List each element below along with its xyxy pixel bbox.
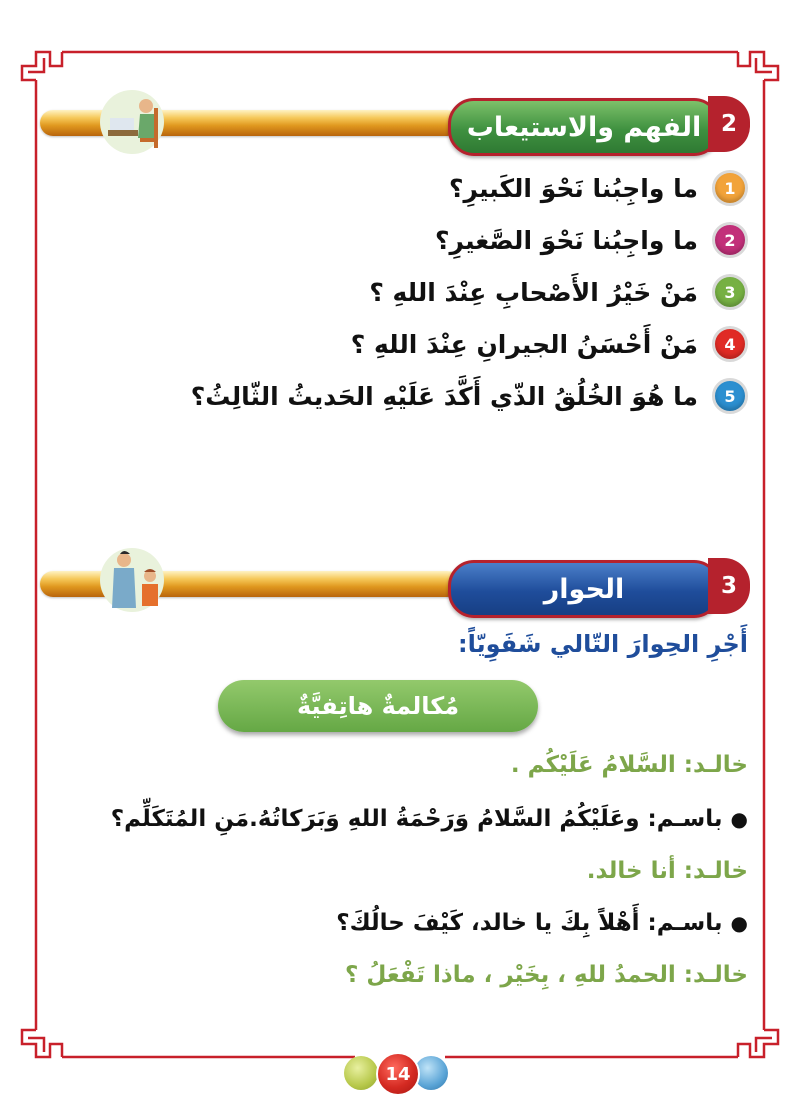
question-number-badge: 1 (712, 170, 748, 206)
dialogue-line-khaled (345, 962, 748, 988)
page-number: 14 (376, 1052, 420, 1096)
section3-title-pill (448, 560, 720, 618)
mother-and-boy-illustration (96, 546, 168, 614)
section3-title: الحوار (543, 573, 625, 605)
question-row (369, 270, 748, 314)
section2-number: 2 (708, 96, 750, 152)
dialogue-line-khaled (587, 858, 748, 884)
question-text: مَنْ أَحْسَنُ الجيرانِ عِنْدَ اللهِ ؟ (350, 329, 698, 359)
question-row (449, 166, 748, 210)
dialogue-instruction: أَجْرِ الحِوارَ التّالي شَفَوِيّاً: (457, 630, 748, 658)
question-row (351, 322, 748, 366)
dialogue-line-khaled (511, 752, 748, 778)
dialogue-text: أَهْلاً بِكَ يا خالد، كَيْفَ حالُكَ؟ (336, 910, 640, 936)
question-text: مَنْ خَيْرُ الأَصْحابِ عِنْدَ اللهِ ؟ (369, 277, 698, 307)
section3-number: 3 (708, 558, 750, 614)
question-row (191, 374, 748, 418)
dialogue-text: وعَلَيْكُمُ السَّلامُ وَرَحْمَةُ اللهِ وَبَرَكاتُهُ.مَنِ المُتَكَلِّم؟ (110, 806, 640, 832)
question-text: ما هُوَ الخُلُقُ الذّي أَكَّدَ عَلَيْهِ الحَديثُ الثّالِثُ؟ (190, 381, 698, 411)
speaker-name: خالـد: (683, 962, 748, 988)
speaker-name: باسـم: (647, 806, 723, 832)
dialogue-line-basem (111, 806, 748, 832)
bullet-icon: ● (730, 807, 748, 831)
dialogue-text: الحمدُ للهِ ، بِخَيْر ، ماذا تَفْعَلُ ؟ (344, 962, 676, 988)
section2-title: الفهم والاستيعاب (466, 111, 702, 143)
question-text: ما واجِبُنا نَحْوَ الصَّغيرِ؟ (435, 225, 698, 255)
page-decoration-ball-left (344, 1056, 378, 1090)
speaker-name: خالـد: (683, 858, 748, 884)
dialogue-text: أنا خالد. (586, 858, 676, 884)
question-number-badge: 4 (712, 326, 748, 362)
question-number-badge: 3 (712, 274, 748, 310)
speaker-name: خالـد: (683, 752, 748, 778)
dialogue-subtitle: مُكالمةٌ هاتِفيَّةٌ (296, 692, 460, 720)
question-number-badge: 5 (712, 378, 748, 414)
section2-title-pill (448, 98, 720, 156)
bullet-icon: ● (730, 911, 748, 935)
dialogue-subtitle-pill (218, 680, 538, 732)
question-number-badge: 2 (712, 222, 748, 258)
dialogue-text: السَّلامُ عَلَيْكُم . (510, 752, 676, 778)
question-row (435, 218, 748, 262)
woman-at-desk-illustration (96, 88, 168, 156)
dialogue-line-basem (336, 910, 748, 936)
speaker-name: باسـم: (647, 910, 723, 936)
question-text: ما واجِبُنا نَحْوَ الكَبيرِ؟ (449, 173, 698, 203)
